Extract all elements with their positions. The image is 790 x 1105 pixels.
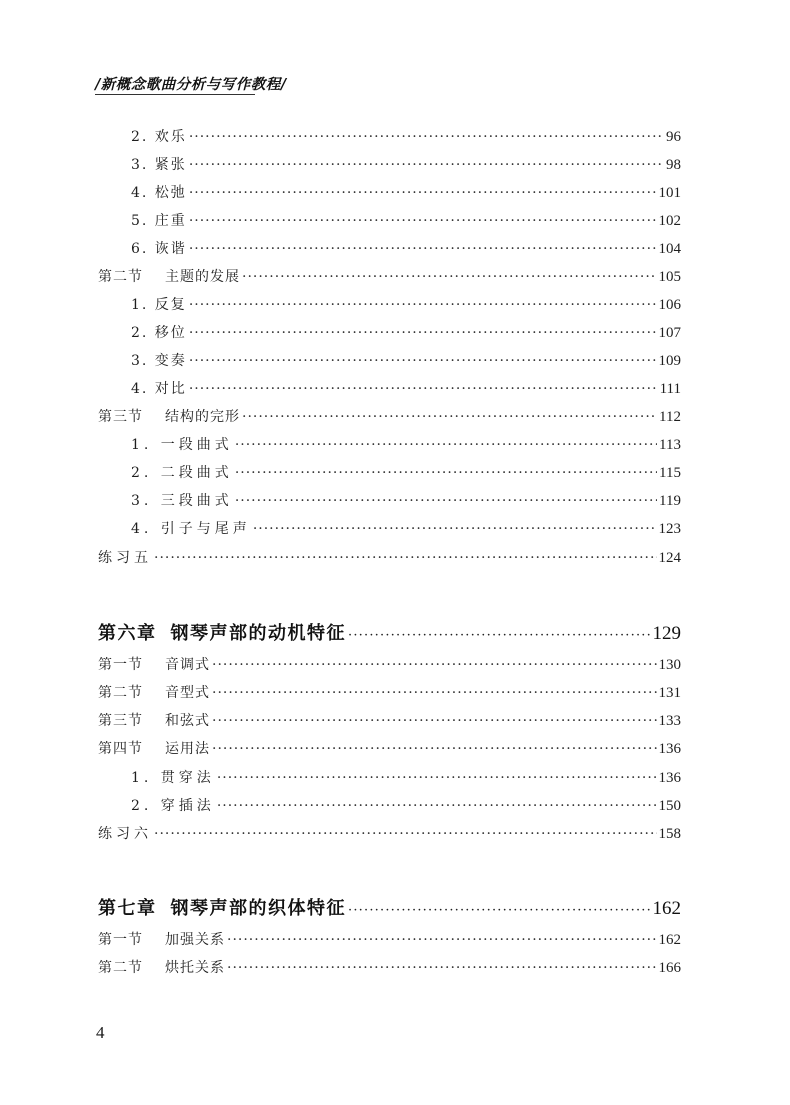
toc-section[interactable] [98, 710, 681, 730]
page-number: 136 [658, 770, 681, 786]
section-title: 和弦式 [165, 713, 210, 729]
toc-section[interactable] [98, 957, 681, 977]
section-title: 烘托关系 [165, 960, 225, 976]
page-number: 102 [658, 213, 681, 229]
section-title: 运用法 [165, 741, 210, 757]
dot-leader [227, 960, 657, 976]
dot-leader [348, 628, 651, 643]
page-number: 166 [658, 960, 681, 976]
page-number: 119 [659, 493, 681, 509]
section-title: 结构的完形 [165, 409, 240, 425]
chapter-title: 钢琴声部的动机特征 [170, 623, 346, 644]
page-number: 115 [659, 465, 681, 481]
dot-leader [212, 713, 657, 729]
entry-label: 练习五 [98, 550, 152, 566]
toc-section[interactable] [98, 929, 681, 949]
toc-entry[interactable] [131, 126, 681, 146]
entry-label: 6. 诙谐 [131, 241, 187, 257]
toc-chapter[interactable] [98, 619, 681, 645]
dot-leader [242, 269, 657, 285]
dot-leader [217, 770, 657, 786]
entry-label: 5. 庄重 [131, 213, 187, 229]
section-number: 第一节 [98, 657, 143, 673]
dot-leader [212, 657, 657, 673]
toc-entry[interactable] [131, 518, 681, 538]
dot-leader [189, 129, 664, 145]
entry-label: 2. 穿插法 [131, 798, 215, 814]
toc-entry[interactable] [131, 294, 681, 314]
chapter-number: 第六章 [98, 623, 157, 644]
entry-label: 3. 三段曲式 [131, 493, 233, 509]
page-number: 96 [666, 129, 681, 145]
toc-entry[interactable] [131, 238, 681, 258]
toc-entry[interactable] [131, 210, 681, 230]
toc-exercise[interactable] [98, 823, 681, 843]
toc-entry[interactable] [131, 767, 681, 787]
toc-entry[interactable] [131, 462, 681, 482]
entry-label: 2. 二段曲式 [131, 465, 233, 481]
entry-label: 4. 对比 [131, 381, 187, 397]
section-number: 第三节 [98, 409, 143, 425]
toc-entry[interactable] [131, 154, 681, 174]
entry-label: 2. 欢乐 [131, 129, 187, 145]
page-number: 112 [659, 409, 681, 425]
page-number: 162 [658, 932, 681, 948]
page-number: 136 [658, 741, 681, 757]
dot-leader [189, 353, 657, 369]
toc-entry[interactable] [131, 350, 681, 370]
dot-leader [235, 465, 657, 481]
toc-section[interactable] [98, 682, 681, 702]
dot-leader [212, 685, 657, 701]
dot-leader [217, 798, 657, 814]
dot-leader [189, 381, 658, 397]
section-number: 第一节 [98, 932, 143, 948]
dot-leader [189, 157, 664, 173]
page-number: 105 [658, 269, 681, 285]
dot-leader [348, 903, 651, 918]
page-folio: 4 [96, 1023, 105, 1042]
page-number: 123 [658, 521, 681, 537]
section-title: 音型式 [165, 685, 210, 701]
page-number: 113 [659, 437, 681, 453]
page-number: 101 [658, 185, 681, 201]
header-rule [95, 94, 255, 95]
page-number: 131 [658, 685, 681, 701]
section-title: 加强关系 [165, 932, 225, 948]
page-number: 107 [658, 325, 681, 341]
toc-entry[interactable] [131, 434, 681, 454]
entry-label: 1. 反复 [131, 297, 187, 313]
chapter-number: 第七章 [98, 898, 157, 919]
page-number: 111 [659, 381, 681, 397]
dot-leader [235, 437, 657, 453]
dot-leader [235, 493, 657, 509]
toc-entry[interactable] [131, 182, 681, 202]
running-header: /新概念歌曲分析与写作教程/ [95, 76, 287, 93]
dot-leader [189, 185, 657, 201]
section-number: 第四节 [98, 741, 143, 757]
entry-label: 练习六 [98, 826, 152, 842]
toc-section[interactable] [98, 654, 681, 674]
entry-label: 1. 一段曲式 [131, 437, 233, 453]
dot-leader [189, 325, 657, 341]
section-number: 第二节 [98, 269, 143, 285]
page-number: 133 [658, 713, 681, 729]
page-number: 158 [658, 826, 681, 842]
toc-section[interactable] [98, 738, 681, 758]
book-title: 新概念歌曲分析与写作教程 [100, 76, 281, 93]
entry-label: 3. 紧张 [131, 157, 187, 173]
dot-leader [189, 241, 657, 257]
dot-leader [189, 213, 657, 229]
entry-label: 1. 贯穿法 [131, 770, 215, 786]
page-number: 130 [658, 657, 681, 673]
page-number: 124 [658, 550, 681, 566]
dot-leader [154, 826, 657, 842]
entry-label: 4. 引子与尾声 [131, 521, 251, 537]
toc-entry[interactable] [131, 378, 681, 398]
dot-leader [154, 550, 657, 566]
section-number: 第三节 [98, 713, 143, 729]
page-number: 162 [652, 898, 681, 919]
chapter-title: 钢琴声部的织体特征 [170, 898, 346, 919]
page-number: 104 [658, 241, 681, 257]
dot-leader [242, 409, 657, 425]
page-number: 106 [658, 297, 681, 313]
dot-leader [227, 932, 657, 948]
entry-label: 4. 松弛 [131, 185, 187, 201]
toc-entry[interactable] [131, 322, 681, 342]
dot-leader [253, 521, 657, 537]
toc-exercise[interactable] [98, 547, 681, 567]
section-number: 第二节 [98, 685, 143, 701]
page-number: 129 [652, 623, 681, 644]
dot-leader [212, 741, 657, 757]
toc-section[interactable] [98, 266, 681, 286]
toc-entry[interactable] [131, 490, 681, 510]
section-title: 主题的发展 [165, 269, 240, 285]
toc-section[interactable] [98, 406, 681, 426]
page-number: 150 [658, 798, 681, 814]
toc-entry[interactable] [131, 795, 681, 815]
entry-label: 2. 移位 [131, 325, 187, 341]
dot-leader [189, 297, 657, 313]
toc-chapter[interactable] [98, 894, 681, 920]
section-number: 第二节 [98, 960, 143, 976]
entry-label: 3. 变奏 [131, 353, 187, 369]
page-number: 98 [666, 157, 681, 173]
page-number: 109 [658, 353, 681, 369]
section-title: 音调式 [165, 657, 210, 673]
